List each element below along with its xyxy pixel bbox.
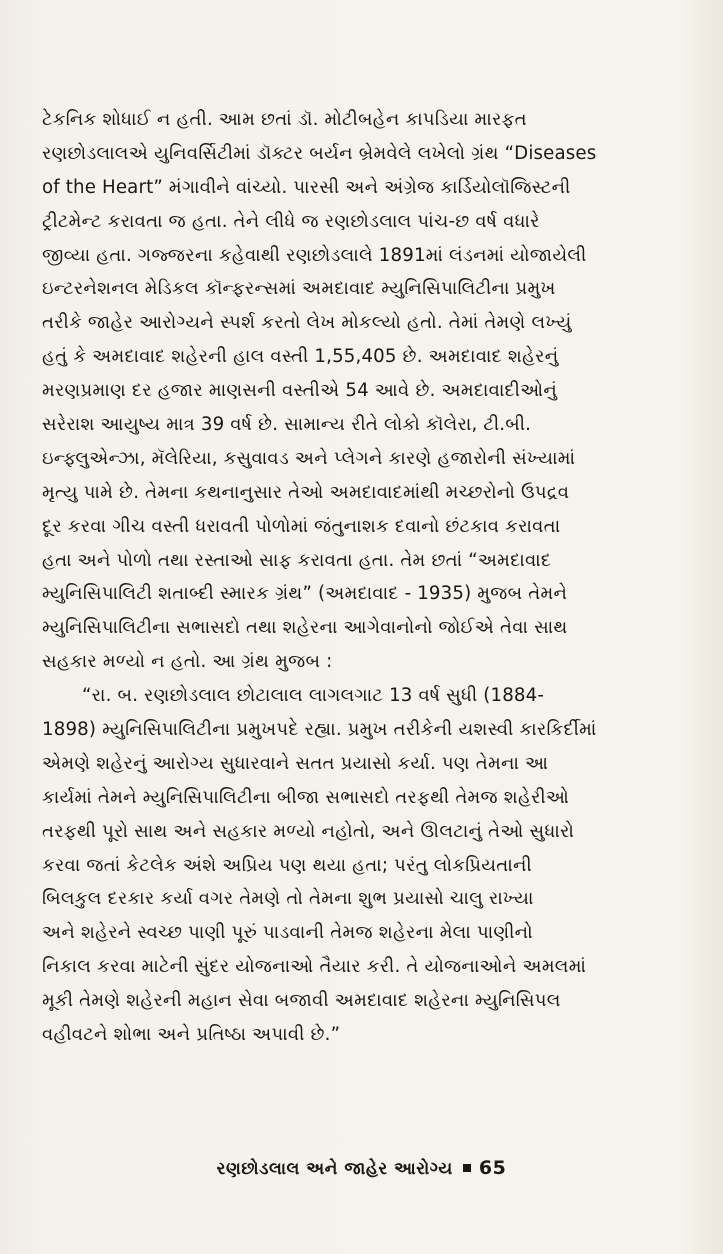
text-line: કરવા જતાં કેટલેક અંશે અપ્રિય પણ થયા હતા; પરંતુ લોકપ્રિયતાની (42, 854, 532, 876)
text-line: હતા અને પોળો તથા રસ્તાઓ સાફ કરાવતા હતા. તેમ છતાં “અમદાવાદ (42, 549, 552, 571)
page-number: 65 (478, 1157, 507, 1179)
text-line: અને શહેરને સ્વચ્છ પાણી પૂરું પાડવાની તેમજ શહેરના મેલા પાણીનો (42, 922, 533, 944)
text-line: મૃત્યુ પામે છે. તેમના કથનાનુસાર તેઓ અમદાવાદમાંથી મચ્છરોનો ઉપદ્રવ (42, 481, 570, 503)
text-line: સરેરાશ આયુષ્ય માત્ર 39 વર્ષ છે. સામાન્ય રીતે લોકો કૉલેરા, ટી.બી. (42, 414, 532, 436)
text-line: નિકાલ કરવા માટેની સુંદર યોજનાઓ તૈયાર કરી. તે યોજનાઓને અમલમાં (42, 956, 587, 978)
text-line: મ્યુનિસિપાલિટી શતાબ્દી સ્મારક ગ્રંથ” (અમદાવાદ - 1935) મુજબ તેમને (42, 583, 568, 605)
text-line: જીવ્યા હતા. ગજ્જરના કહેવાથી રણછોડલાલે 1891માં લંડનમાં યોજાયેલી (42, 244, 587, 266)
text-line: ઇન્ફ્લુએન્ઝા, મૅલેરિયા, કસુવાવડ અને પ્લેગને કારણે હજારોની સંખ્યામાં (42, 447, 576, 469)
page-footer (0, 1157, 723, 1179)
text-line: મૂકી તેમણે શહેરની મહાન સેવા બજાવી અમદાવાદ શહેરના મ્યુનિસિપલ (42, 990, 561, 1012)
text-line: દૂર કરવા ગીચ વસ્તી ધરાવતી પોળોમાં જંતુનાશક દવાનો છંટકાવ કરાવતા (42, 515, 561, 537)
text-line: 1898) મ્યુનિસિપાલિટીના પ્રમુખપદે રહ્યા. પ્રમુખ તરીકેની યશસ્વી કારકિર્દીમાં (42, 719, 597, 741)
text-line: બિલકુલ દરકાર કર્યા વગર તેમણે તો તેમના શુભ પ્રયાસો ચાલુ રાખ્યા (42, 888, 534, 910)
text-line: હતું કે અમદાવાદ શહેરની હાલ વસ્તી 1,55,405 છે. અમદાવાદ શહેરનું (42, 346, 559, 368)
text-line: કાર્યમાં તેમને મ્યુનિસિપાલિટીના બીજા સભાસદો તરફથી તેમજ શહેરીઓ (42, 786, 570, 808)
text-line: વહીવટને શોભા અને પ્રતિષ્ઠા અપાવી છે.” (42, 1024, 341, 1046)
text-line: રણછોડલાલએ યુનિવર્સિટીમાં ડૉક્ટર બર્યન બ્રેમવેલે લખેલો ગ્રંથ “Diseases (42, 142, 597, 164)
body-text (42, 103, 700, 1052)
text-line: મરણપ્રમાણ દર હજાર માણસની વસ્તીએ 54 આવે છે. અમદાવાદીઓનું (42, 380, 558, 402)
text-line: “રા. બ. રણછોડલાલ છોટાલાલ લાગલગાટ 13 વર્ષ સુધી (1884- (82, 685, 545, 707)
text-line: ઇન્ટરનેશનલ મેડિકલ કૉન્ફરન્સમાં અમદાવાદ મ્યુનિસિપાલિટીના પ્રમુખ (42, 278, 556, 300)
text-line: એમણે શહેરનું આરોગ્ય સુધારવાને સતત પ્રયાસો કર્યા. પણ તેમના આ (42, 752, 549, 774)
bullet-separator-icon (463, 1164, 471, 1172)
text-line: ટેકનિક શોધાઈ ન હતી. આમ છતાં ડૉ. મોટીબહેન કાપડિયા મારફત (42, 109, 527, 130)
text-line: મ્યુનિસિપાલિટીના સભાસદો તથા શહેરના આગેવાનોનો જોઈએ તેવા સાથ (42, 617, 568, 639)
text-line: તરીકે જાહેર આરોગ્યને સ્પર્શ કરતો લેખ મોકલ્યો હતો. તેમાં તેમણે લખ્યું (42, 312, 572, 334)
text-line: તરફથી પૂરો સાથ અને સહકાર મળ્યો નહોતો, અને ઊલટાનું તેઓ સુધારો (42, 820, 575, 842)
text-line: સહકાર મળ્યો ન હતો. આ ગ્રંથ મુજબ : (42, 651, 333, 673)
text-line: ટ્રીટમેન્ટ કરાવતા જ હતા. તેને લીધે જ રણછોડલાલ પાંચ-છ વર્ષ વધારે (42, 210, 540, 232)
running-title: રણછોડલાલ અને જાહેર આરોગ્ય (216, 1159, 453, 1179)
text-line: of the Heart” મંગાવીને વાંચ્યો. પારસી અને અંગ્રેજ કાર્ડિયોલૉજિસ્ટની (42, 176, 571, 198)
